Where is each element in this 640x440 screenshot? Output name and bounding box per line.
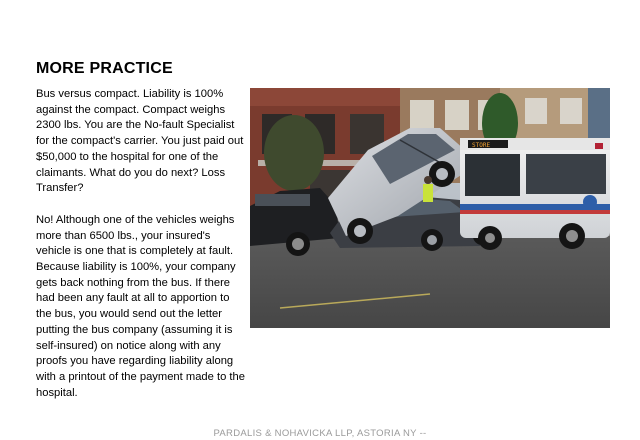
slide-footer: PARDALIS & NOHAVICKA LLP, ASTORIA NY -- (213, 428, 427, 439)
person (423, 176, 433, 202)
slide-title: MORE PRACTICE (36, 60, 173, 77)
slide-body (36, 87, 248, 417)
bus (460, 138, 610, 250)
answer-paragraph: No! Although one of the vehicles weighs more than 6500 lbs., your insured's vehicle is one that is completely at fault. Because liability is 100%, your company gets back nothing from the bus. If there had been any fault at all to apportion to the bus, you would send out the letter putting the bus company (assuming it is self-insured) on notice along with any proofs you have regarding liability along with a printout of the payment made to the hospital. (36, 213, 245, 399)
question-paragraph: Bus versus compact. Liability is 100% against the compact. Compact weighs 2300 lbs. You are the No-fault Specialist for the compact's carrier. You just paid out $50,000 to the hospital for one of the claimants. What do you do next? Loss Transfer? (36, 88, 244, 195)
accident-photo (250, 88, 610, 328)
svg-text:STORE: STORE (472, 142, 491, 149)
